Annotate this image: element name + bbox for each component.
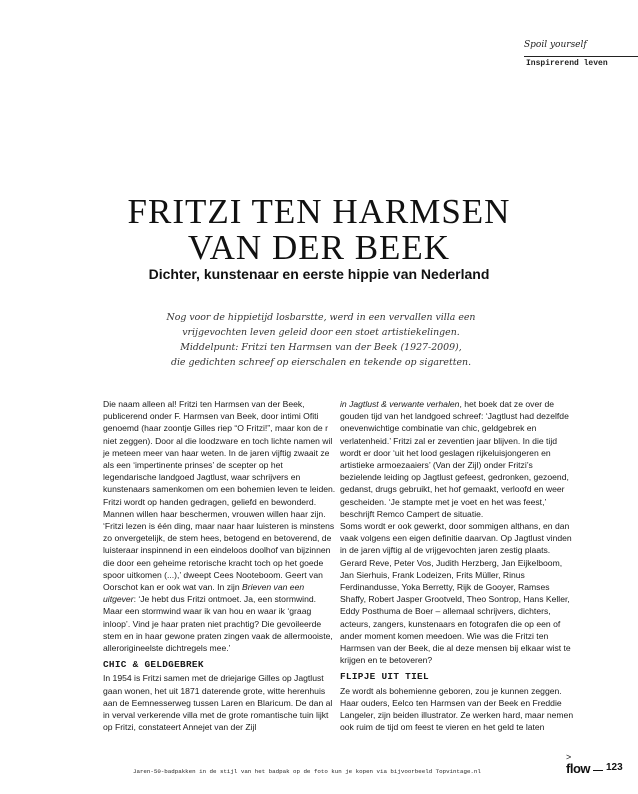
body-column-left (103, 398, 337, 733)
body-paragraph: Die naam alleen al! Fritzi ten Harmsen van der Beek, publicerend onder F. Harmsen van Beek, door intimi Ofiti genoemd (haar zoontje Gilles riep “O Fritzi!”, maar kon de r niet zeggen). Door al die loodzware en toch lichte namen wil je meteen meer van haar weten. In de jaren vijftig zwaait ze als een ‘impertinente prinses’ de scepter op het legendarische landgoed Jagtlust, waar schrijvers en kunstenaars samenkomen om een bohemien leven te leiden. Fritzi wordt op handen gedragen, geliefd en bewonderd. Mannen willen haar beschermen, vrouwen willen haar zijn. ‘Fritzi lezen is één ding, maar naar haar luisteren is minstens zo onvergetelijk, de stem hees, betogend en betoverend, de luisteraar inspinnend in een eindeloos doolhof van bijzinnen die door een geheime retorische kracht toch op het goede spoor uitkomen (...),’ dweept Cees Nooteboom. Geert van Oorschot kan er ook wat van. In zijn Brieven van een uitgever: ‘Je hebt dus Fritzi ontmoet. Ja, een stormwind. Maar een stormwind waar ik van hou en waar ik ‘graag inloop’. Vind je haar praten niet prachtig? Die gevoileerde stem en in haar gewone praten zingen vaak de allermooiste, allerorigineelste dichtregels mee.’ (103, 399, 336, 654)
article-intro (150, 310, 492, 370)
article-title (0, 194, 638, 266)
subheading: CHIC & GELDGEBREK (103, 659, 204, 671)
section-label: Inspirerend leven (526, 59, 608, 68)
footer-caption: Jaren-50-badpakken in de stijl van het badpak op de foto kun je kopen via bijvoorbeeld Topvintage.nl (133, 768, 481, 775)
body-paragraph: Soms wordt er ook gewerkt, door sommigen althans, en dan vaak volgens een eigen definitie daarvan. Op Jagtlust vinden in de jaren vijftig al de vrijgevochten jaren zestig plaats. Gerard Reve, Peter Vos, Judith Herzberg, Jan Eijkelboom, Jan Sierhuis, Frank Lodeizen, Frits Müller, Rinus Ferdinandusse, Yoka Berretty, Rijk de Gooyer, Ramses Shaffy, Robert Jasper Grootveld, Theo Sontrop, Hans Keller, Eddy Posthuma de Boer – allemaal schrijvers, dichters, acteurs, zangers, kunstenaars en fotografen die op een of ander moment komen meedoen. Wie was die Fritzi ten Harmsen van der Beek, die al deze mensen bij elkaar wist te krijgen en te betoveren? (340, 521, 572, 666)
title-line-2: VAN DER BEEK (187, 228, 451, 267)
intro-line: vrijgevochten leven geleid door een stoet artistiekelingen. (182, 327, 460, 338)
article-subtitle: Dichter, kunstenaar en eerste hippie van Nederland (148, 266, 490, 282)
intro-line: Nog voor de hippietijd losbarstte, werd in een vervallen villa een (166, 312, 476, 323)
body-paragraph: Ze wordt als bohemienne geboren, zou je kunnen zeggen. Haar ouders, Eelco ten Harmsen van der Beek en Freddie Langeler, zijn beiden illustrator. Ze werken hard, maar nemen ook ruim de tijd om feest te vieren en het geld te laten (340, 685, 574, 733)
footer-dash (593, 770, 603, 771)
section-script-label: Spoil yourself (524, 40, 587, 50)
section-divider (524, 56, 638, 57)
intro-line: die gedichten schreef op eierschalen en tekende op sigaretten. (170, 357, 472, 368)
book-title: in Jagtlust & verwante verhalen (340, 399, 460, 409)
subheading: FLIPJE UIT TIEL (340, 671, 429, 683)
body-column-right (340, 398, 574, 733)
title-line-1: FRITZI TEN HARMSEN (127, 192, 511, 231)
page-number: 123 (606, 762, 623, 773)
body-paragraph: In 1954 is Fritzi samen met de driejarige Gilles op Jagtlust gaan wonen, het uit 1871 daterende grote, witte herenhuis aan de Eemnesserweg tussen Laren en Blaricum. De dan al in verval verkerende villa met de grote romantische tuin lijkt op Fritzi, constateert Annejet van der Zijl (103, 673, 333, 733)
body-paragraph: in Jagtlust & verwante verhalen, het boek dat ze over de gouden tijd van het landgoed schreef: ‘Jagtlust had dezelfde onevenwichtige combinatie van chic, geldgebrek en verlatenheid.’ Fritzi zal er zeventien jaar blijven. In die tijd wordt er door ‘uit het lood geslagen rijkeluisjongeren en artistieke armoezaaiers’ (Van der Zijl) onder Fritzi’s bezielende leiding op Jagtlust gefeest, gedronken, gezoend, gedanst, drugs gebruikt, het hof gemaakt, verloofd en weer gescheiden. ‘Je stampte met je voet en het was feest,’ beschrijft Remco Campert de situatie. (340, 399, 569, 519)
continue-arrow-icon: > (566, 752, 572, 762)
intro-line: Middelpunt: Fritzi ten Harmsen van der Beek (1927-2009), (180, 342, 462, 353)
flow-logo: flow (566, 761, 590, 776)
book-title: Brieven van een uitgever (103, 582, 305, 605)
